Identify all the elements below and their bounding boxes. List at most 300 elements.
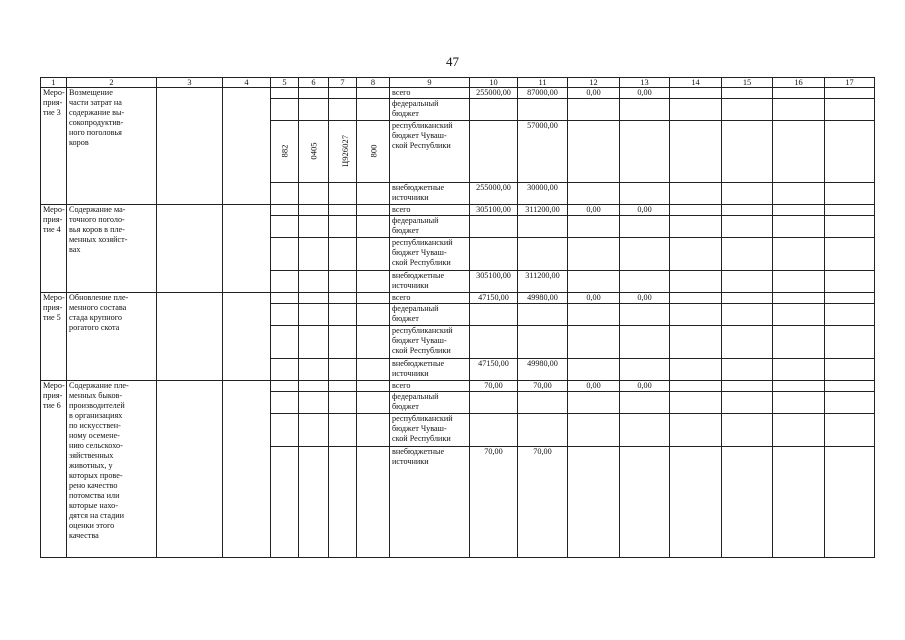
amount-cell <box>568 414 620 447</box>
budget-code <box>329 304 357 326</box>
column-header: 10 <box>470 78 518 88</box>
funding-source-line: республиканский <box>392 414 453 423</box>
budget-code <box>329 99 357 121</box>
amount-cell <box>722 392 773 414</box>
amount-cell <box>670 414 722 447</box>
amount-cell <box>568 216 620 238</box>
amount-cell <box>518 216 568 238</box>
amount-cell <box>470 392 518 414</box>
amount-cell <box>825 183 875 205</box>
amount-cell <box>825 121 875 183</box>
budget-code <box>357 326 390 359</box>
budget-code <box>271 205 299 216</box>
budget-code <box>299 121 329 183</box>
executor-cell <box>157 381 223 558</box>
amount-cell <box>670 359 722 381</box>
funding-source-line: бюджет <box>392 402 419 411</box>
target-cell <box>223 293 271 381</box>
funding-source-line: всего <box>392 88 411 97</box>
amount-cell <box>773 293 825 304</box>
activity-name-line: которых прове- <box>69 471 123 480</box>
amount-cell: 0,00 <box>620 205 670 216</box>
amount-cell: 305100,00 <box>470 271 518 293</box>
amount-cell: 0,00 <box>620 293 670 304</box>
activity-name-line: нию сельскохо- <box>69 441 123 450</box>
activity-label-line: Меро- <box>43 293 65 302</box>
amount-cell <box>568 304 620 326</box>
amount-cell <box>518 392 568 414</box>
funding-source <box>390 392 470 414</box>
budget-code <box>329 392 357 414</box>
amount-cell <box>568 99 620 121</box>
funding-source <box>390 216 470 238</box>
amount-cell <box>722 88 773 99</box>
amount-cell <box>620 359 670 381</box>
budget-code <box>271 183 299 205</box>
column-header: 2 <box>67 78 157 88</box>
budget-code <box>299 183 329 205</box>
amount-cell: 70,00 <box>518 447 568 558</box>
budget-code <box>271 216 299 238</box>
funding-source-line: федеральный <box>392 304 439 313</box>
amount-cell: 311200,00 <box>518 205 568 216</box>
amount-cell <box>722 359 773 381</box>
column-header: 4 <box>223 78 271 88</box>
budget-code-text: 0405 <box>308 142 319 160</box>
amount-cell <box>518 99 568 121</box>
funding-source-line: бюджет <box>392 314 419 323</box>
amount-cell <box>470 304 518 326</box>
activity-name-line: оценки этого <box>69 521 115 530</box>
amount-cell <box>825 271 875 293</box>
budget-code <box>329 88 357 99</box>
amount-cell: 70,00 <box>518 381 568 392</box>
amount-cell <box>825 381 875 392</box>
budget-code-text: 882 <box>279 144 290 158</box>
funding-source-line: внебюджетные <box>392 271 445 280</box>
amount-cell <box>773 121 825 183</box>
column-header: 12 <box>568 78 620 88</box>
amount-cell <box>620 238 670 271</box>
column-header: 14 <box>670 78 722 88</box>
amount-cell <box>825 414 875 447</box>
column-header: 6 <box>299 78 329 88</box>
activity-label-line: тие 3 <box>43 108 61 117</box>
amount-cell <box>670 326 722 359</box>
activity-name-line: менных быков- <box>69 391 123 400</box>
budget-code <box>329 183 357 205</box>
activity-name <box>67 205 157 293</box>
funding-source-line: федеральный <box>392 99 439 108</box>
funding-source <box>390 88 470 99</box>
budget-code <box>299 216 329 238</box>
amount-cell: 0,00 <box>620 88 670 99</box>
amount-cell: 0,00 <box>568 293 620 304</box>
amount-cell <box>670 238 722 271</box>
activity-name-line: коров <box>69 138 89 147</box>
executor-cell <box>157 205 223 293</box>
amount-cell: 30000,00 <box>518 183 568 205</box>
activity-label <box>41 293 67 381</box>
activity-name-line: рено качество <box>69 481 118 490</box>
activity-name-line: сокопродуктив- <box>69 118 124 127</box>
amount-cell: 49980,00 <box>518 359 568 381</box>
budget-table <box>40 77 875 558</box>
activity-name <box>67 88 157 205</box>
amount-cell <box>773 216 825 238</box>
activity-name-line: менных хозяйст- <box>69 235 128 244</box>
table-row <box>41 205 875 216</box>
amount-cell: 255000,00 <box>470 88 518 99</box>
amount-cell <box>670 183 722 205</box>
target-cell <box>223 205 271 293</box>
budget-code <box>271 304 299 326</box>
activity-label <box>41 205 67 293</box>
amount-cell <box>470 99 518 121</box>
amount-cell <box>620 99 670 121</box>
budget-code-text: Ц926027 <box>340 135 350 167</box>
budget-code <box>271 326 299 359</box>
amount-cell <box>670 293 722 304</box>
budget-code <box>357 293 390 304</box>
amount-cell <box>722 326 773 359</box>
activity-name-line: производителей <box>69 401 125 410</box>
activity-label-line: тие 6 <box>43 401 61 410</box>
funding-source-line: всего <box>392 381 411 390</box>
activity-name-line: потомства или <box>69 491 120 500</box>
funding-source-line: республиканский <box>392 121 453 130</box>
amount-cell <box>670 88 722 99</box>
budget-code <box>271 392 299 414</box>
amount-cell <box>722 304 773 326</box>
column-header: 15 <box>722 78 773 88</box>
activity-label-line: прия- <box>43 215 63 224</box>
executor-cell <box>157 88 223 205</box>
funding-source-line: ской Республики <box>392 141 451 150</box>
amount-cell: 87000,00 <box>518 88 568 99</box>
amount-cell <box>722 447 773 558</box>
amount-cell <box>773 304 825 326</box>
amount-cell: 0,00 <box>568 205 620 216</box>
amount-cell <box>568 121 620 183</box>
amount-cell <box>825 205 875 216</box>
funding-source <box>390 414 470 447</box>
activity-name-line: дятся на стадии <box>69 511 124 520</box>
amount-cell <box>773 381 825 392</box>
activity-name-line: менного состава <box>69 303 127 312</box>
funding-source <box>390 121 470 183</box>
executor-cell <box>157 293 223 381</box>
amount-cell <box>773 447 825 558</box>
budget-code <box>299 414 329 447</box>
amount-cell <box>773 88 825 99</box>
amount-cell <box>568 238 620 271</box>
amount-cell <box>773 271 825 293</box>
amount-cell <box>722 205 773 216</box>
budget-code <box>329 271 357 293</box>
amount-cell <box>722 99 773 121</box>
budget-code <box>329 216 357 238</box>
amount-cell: 70,00 <box>470 447 518 558</box>
amount-cell <box>670 392 722 414</box>
budget-code <box>271 88 299 99</box>
funding-source-line: всего <box>392 205 411 214</box>
amount-cell <box>825 447 875 558</box>
budget-code <box>271 121 299 183</box>
funding-source-line: бюджет Чуваш- <box>392 131 447 140</box>
amount-cell <box>722 238 773 271</box>
funding-source-line: ской Республики <box>392 346 451 355</box>
activity-name-line: Содержание ма- <box>69 205 126 214</box>
amount-cell <box>825 359 875 381</box>
funding-source <box>390 326 470 359</box>
header-row <box>41 78 875 88</box>
column-header: 7 <box>329 78 357 88</box>
budget-code <box>299 381 329 392</box>
funding-source-line: бюджет Чуваш- <box>392 424 447 433</box>
funding-source <box>390 293 470 304</box>
amount-cell <box>773 326 825 359</box>
funding-source-line: бюджет <box>392 109 419 118</box>
funding-source-line: федеральный <box>392 216 439 225</box>
activity-label-line: Меро- <box>43 88 65 97</box>
amount-cell <box>620 271 670 293</box>
budget-code <box>329 293 357 304</box>
amount-cell <box>568 271 620 293</box>
amount-cell <box>568 392 620 414</box>
table-row <box>41 293 875 304</box>
activity-name-line: части затрат на <box>69 98 122 107</box>
budget-code <box>299 271 329 293</box>
budget-code <box>357 447 390 558</box>
activity-name <box>67 381 157 558</box>
amount-cell <box>568 183 620 205</box>
amount-cell <box>825 304 875 326</box>
funding-source <box>390 238 470 271</box>
funding-source-line: республиканский <box>392 326 453 335</box>
budget-code <box>299 88 329 99</box>
amount-cell <box>470 326 518 359</box>
amount-cell <box>518 414 568 447</box>
column-header: 5 <box>271 78 299 88</box>
amount-cell <box>773 392 825 414</box>
amount-cell <box>722 121 773 183</box>
activity-name-line: рогатого скота <box>69 323 120 332</box>
budget-code <box>329 381 357 392</box>
funding-source-line: всего <box>392 293 411 302</box>
amount-cell <box>470 238 518 271</box>
amount-cell <box>670 216 722 238</box>
amount-cell <box>825 293 875 304</box>
budget-code-text: 800 <box>367 144 378 158</box>
amount-cell <box>620 326 670 359</box>
budget-code <box>329 205 357 216</box>
amount-cell <box>518 326 568 359</box>
target-cell <box>223 88 271 205</box>
funding-source <box>390 381 470 392</box>
budget-code <box>357 183 390 205</box>
amount-cell <box>518 238 568 271</box>
activity-name-line: которые нахо- <box>69 501 119 510</box>
funding-source-line: источники <box>392 457 429 466</box>
activity-name-line: вах <box>69 245 81 254</box>
budget-code <box>357 271 390 293</box>
funding-source-line: бюджет <box>392 226 419 235</box>
amount-cell: 0,00 <box>568 381 620 392</box>
amount-cell <box>620 121 670 183</box>
amount-cell <box>722 414 773 447</box>
activity-label-line: прия- <box>43 98 63 107</box>
funding-source-line: республиканский <box>392 238 453 247</box>
budget-code <box>357 392 390 414</box>
amount-cell <box>773 359 825 381</box>
amount-cell: 70,00 <box>470 381 518 392</box>
budget-code <box>357 88 390 99</box>
amount-cell: 49980,00 <box>518 293 568 304</box>
activity-name-line: зяйственных <box>69 451 114 460</box>
budget-code <box>271 447 299 558</box>
budget-code <box>357 414 390 447</box>
activity-label-line: Меро- <box>43 205 65 214</box>
amount-cell: 255000,00 <box>470 183 518 205</box>
activity-label-line: тие 5 <box>43 313 61 322</box>
budget-code <box>357 121 390 183</box>
activity-label-line: прия- <box>43 303 63 312</box>
budget-code <box>271 381 299 392</box>
budget-code <box>299 304 329 326</box>
activity-name-line: по искусствен- <box>69 421 121 430</box>
amount-cell <box>773 414 825 447</box>
budget-code <box>357 99 390 121</box>
amount-cell <box>825 88 875 99</box>
column-header: 3 <box>157 78 223 88</box>
activity-name-line: ного поголовья <box>69 128 122 137</box>
amount-cell <box>620 392 670 414</box>
funding-source <box>390 205 470 216</box>
activity-label-line: Меро- <box>43 381 65 390</box>
amount-cell <box>825 238 875 271</box>
column-header: 16 <box>773 78 825 88</box>
amount-cell <box>670 121 722 183</box>
amount-cell <box>773 99 825 121</box>
funding-source-line: ской Республики <box>392 258 451 267</box>
amount-cell <box>568 447 620 558</box>
amount-cell: 0,00 <box>568 88 620 99</box>
column-header: 17 <box>825 78 875 88</box>
amount-cell <box>470 121 518 183</box>
budget-code <box>357 381 390 392</box>
amount-cell <box>670 99 722 121</box>
activity-label <box>41 88 67 205</box>
funding-source-line: бюджет Чуваш- <box>392 336 447 345</box>
budget-code <box>271 271 299 293</box>
funding-source-line: источники <box>392 369 429 378</box>
budget-code <box>271 99 299 121</box>
budget-code <box>329 238 357 271</box>
funding-source-line: внебюджетные <box>392 183 445 192</box>
amount-cell <box>773 183 825 205</box>
amount-cell <box>620 216 670 238</box>
activity-name <box>67 293 157 381</box>
funding-source-line: источники <box>392 281 429 290</box>
amount-cell <box>722 381 773 392</box>
budget-code <box>299 293 329 304</box>
budget-code <box>299 359 329 381</box>
activity-label-line: прия- <box>43 391 63 400</box>
funding-source-line: внебюджетные <box>392 447 445 456</box>
activity-name-line: в организациях <box>69 411 123 420</box>
amount-cell: 305100,00 <box>470 205 518 216</box>
column-header: 13 <box>620 78 670 88</box>
budget-code <box>329 447 357 558</box>
amount-cell <box>518 304 568 326</box>
activity-name-line: Обновление пле- <box>69 293 129 302</box>
funding-source-line: внебюджетные <box>392 359 445 368</box>
amount-cell <box>620 304 670 326</box>
column-header: 1 <box>41 78 67 88</box>
amount-cell <box>722 293 773 304</box>
budget-code <box>357 216 390 238</box>
funding-source-line: федеральный <box>392 392 439 401</box>
amount-cell <box>722 183 773 205</box>
budget-code <box>271 414 299 447</box>
amount-cell <box>470 216 518 238</box>
amount-cell <box>620 414 670 447</box>
amount-cell <box>568 359 620 381</box>
column-header: 9 <box>390 78 470 88</box>
activity-name-line: ному осемене- <box>69 431 120 440</box>
funding-source <box>390 99 470 121</box>
amount-cell: 47150,00 <box>470 293 518 304</box>
funding-source-line: ской Республики <box>392 434 451 443</box>
activity-name-line: Возмещение <box>69 88 113 97</box>
amount-cell <box>722 271 773 293</box>
budget-code <box>299 447 329 558</box>
activity-name-line: содержание вы- <box>69 108 125 117</box>
budget-code <box>299 205 329 216</box>
amount-cell <box>670 205 722 216</box>
activity-name-line: качества <box>69 531 99 540</box>
amount-cell <box>825 326 875 359</box>
budget-code <box>357 205 390 216</box>
amount-cell <box>722 216 773 238</box>
budget-code <box>329 326 357 359</box>
budget-code <box>329 359 357 381</box>
budget-code <box>329 414 357 447</box>
amount-cell <box>825 99 875 121</box>
page-number: 47 <box>446 54 459 69</box>
activity-label <box>41 381 67 558</box>
budget-code <box>299 326 329 359</box>
budget-code <box>271 238 299 271</box>
amount-cell: 311200,00 <box>518 271 568 293</box>
funding-source <box>390 183 470 205</box>
budget-code <box>299 238 329 271</box>
amount-cell <box>773 238 825 271</box>
budget-code <box>357 359 390 381</box>
activity-label-line: тие 4 <box>43 225 61 234</box>
amount-cell: 47150,00 <box>470 359 518 381</box>
budget-code <box>329 121 357 183</box>
funding-source <box>390 447 470 558</box>
funding-source-line: бюджет Чуваш- <box>392 248 447 257</box>
amount-cell: 57000,00 <box>518 121 568 183</box>
activity-name-line: Содержание пле- <box>69 381 129 390</box>
budget-code <box>271 359 299 381</box>
amount-cell <box>470 414 518 447</box>
amount-cell <box>620 183 670 205</box>
table-row <box>41 88 875 99</box>
